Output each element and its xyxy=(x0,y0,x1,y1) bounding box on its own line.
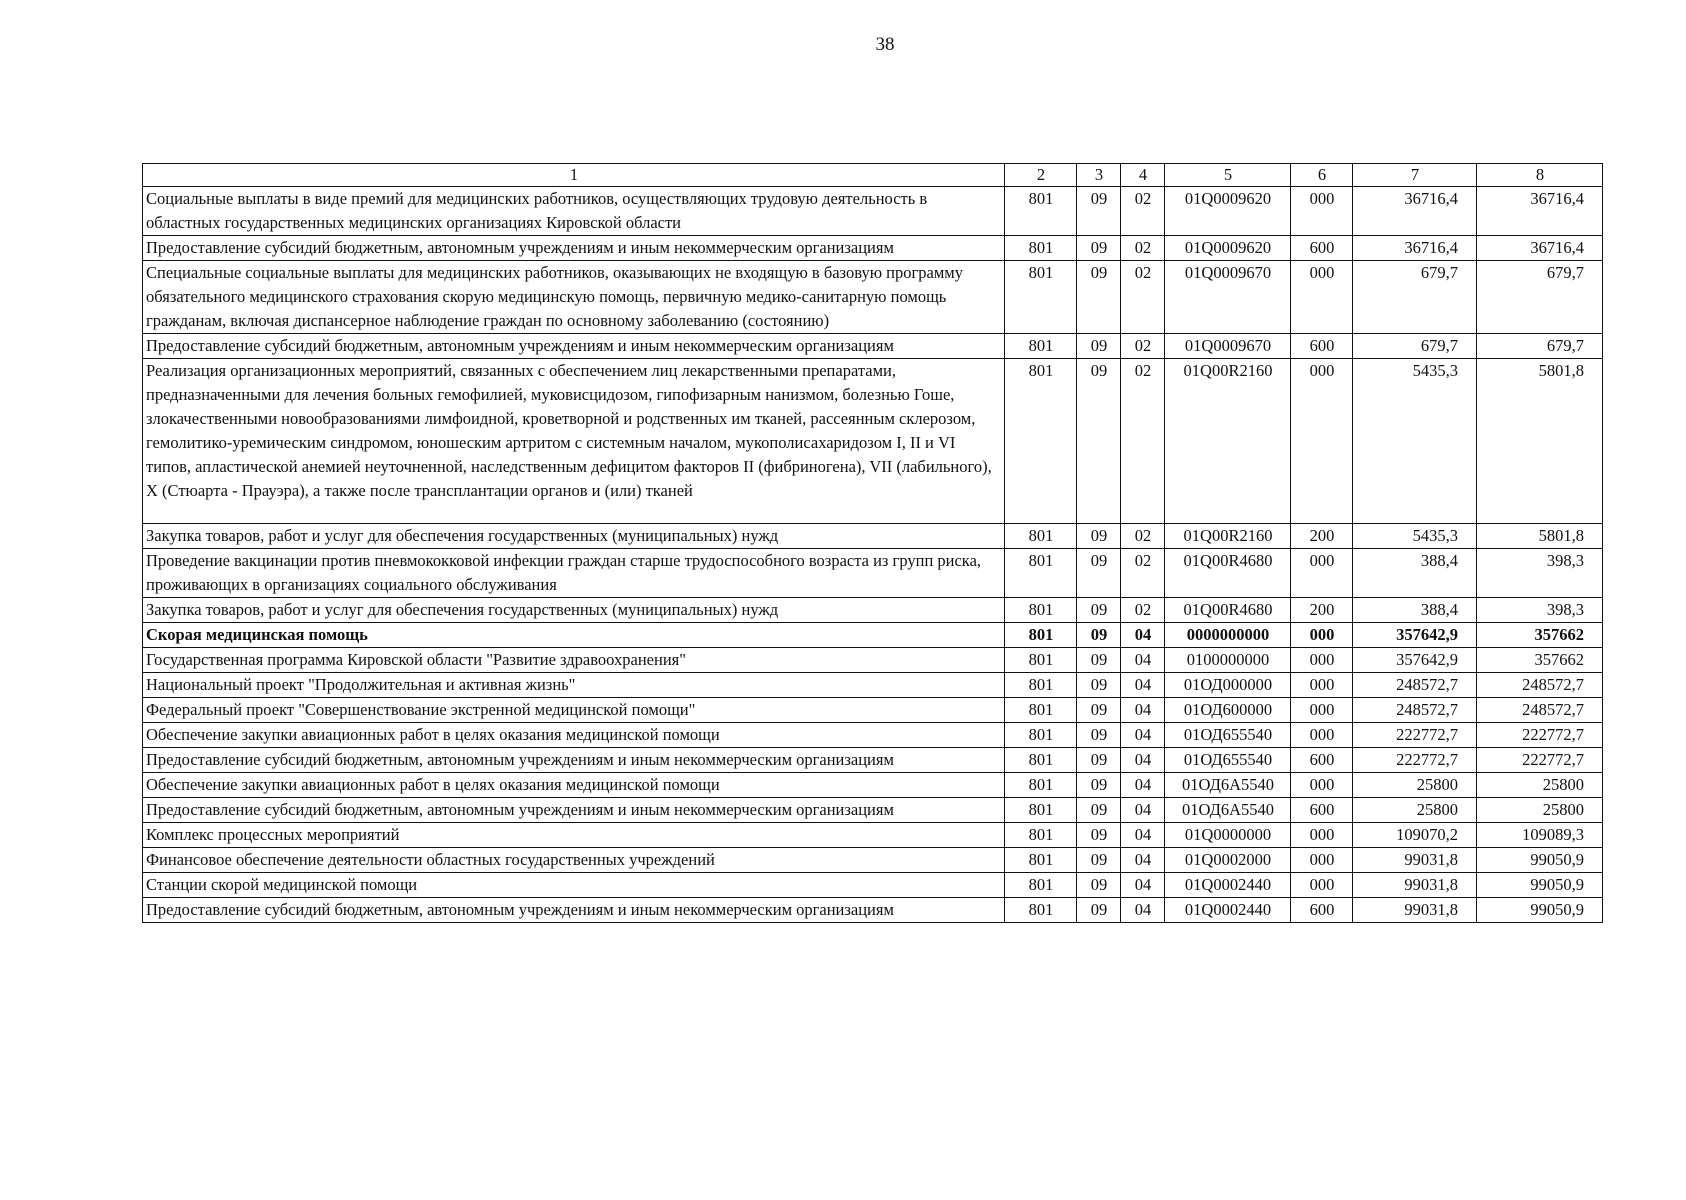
row-amount-col8: 109089,3 xyxy=(1477,823,1603,848)
row-target-article: 01ОД600000 xyxy=(1165,698,1291,723)
row-amount-col7: 25800 xyxy=(1353,798,1477,823)
row-subsection: 02 xyxy=(1121,261,1165,334)
row-name: Финансовое обеспечение деятельности областных государственных учреждений xyxy=(143,848,1005,873)
row-subsection: 04 xyxy=(1121,673,1165,698)
row-subsection: 02 xyxy=(1121,236,1165,261)
table-row xyxy=(143,623,1603,648)
row-amount-col7: 109070,2 xyxy=(1353,823,1477,848)
row-section: 09 xyxy=(1077,698,1121,723)
row-amount-col7: 388,4 xyxy=(1353,549,1477,598)
row-name: Закупка товаров, работ и услуг для обеспечения государственных (муниципальных) нужд xyxy=(143,598,1005,623)
row-amount-col8: 99050,9 xyxy=(1477,898,1603,923)
row-target-article: 01Q00R4680 xyxy=(1165,598,1291,623)
row-expense-type: 000 xyxy=(1291,359,1353,524)
row-name: Комплекс процессных мероприятий xyxy=(143,823,1005,848)
row-ministry-code: 801 xyxy=(1005,848,1077,873)
row-ministry-code: 801 xyxy=(1005,359,1077,524)
row-amount-col7: 99031,8 xyxy=(1353,848,1477,873)
row-amount-col7: 36716,4 xyxy=(1353,187,1477,236)
row-ministry-code: 801 xyxy=(1005,748,1077,773)
row-target-article: 01Q0002440 xyxy=(1165,898,1291,923)
row-expense-type: 600 xyxy=(1291,798,1353,823)
row-expense-type: 600 xyxy=(1291,748,1353,773)
row-expense-type: 000 xyxy=(1291,549,1353,598)
table-row xyxy=(143,359,1603,524)
table-row xyxy=(143,598,1603,623)
row-amount-col8: 357662 xyxy=(1477,623,1603,648)
row-target-article: 0000000000 xyxy=(1165,623,1291,648)
page-number: 38 xyxy=(875,34,895,55)
column-header: 2 xyxy=(1005,164,1077,187)
row-ministry-code: 801 xyxy=(1005,334,1077,359)
row-ministry-code: 801 xyxy=(1005,698,1077,723)
row-target-article: 01Q0009670 xyxy=(1165,334,1291,359)
row-subsection: 04 xyxy=(1121,623,1165,648)
row-name: Национальный проект "Продолжительная и активная жизнь" xyxy=(143,673,1005,698)
row-subsection: 04 xyxy=(1121,748,1165,773)
row-expense-type: 000 xyxy=(1291,261,1353,334)
row-amount-col7: 679,7 xyxy=(1353,334,1477,359)
row-amount-col8: 36716,4 xyxy=(1477,236,1603,261)
row-expense-type: 200 xyxy=(1291,598,1353,623)
row-amount-col7: 99031,8 xyxy=(1353,873,1477,898)
row-amount-col7: 222772,7 xyxy=(1353,748,1477,773)
row-ministry-code: 801 xyxy=(1005,798,1077,823)
row-amount-col8: 679,7 xyxy=(1477,261,1603,334)
column-header: 7 xyxy=(1353,164,1477,187)
row-name: Предоставление субсидий бюджетным, автономным учреждениям и иным некоммерческим организациям xyxy=(143,334,1005,359)
row-section: 09 xyxy=(1077,598,1121,623)
row-target-article: 01Q0009620 xyxy=(1165,236,1291,261)
row-expense-type: 000 xyxy=(1291,873,1353,898)
row-amount-col8: 36716,4 xyxy=(1477,187,1603,236)
row-amount-col8: 398,3 xyxy=(1477,598,1603,623)
row-subsection: 04 xyxy=(1121,873,1165,898)
table-row xyxy=(143,723,1603,748)
row-ministry-code: 801 xyxy=(1005,187,1077,236)
row-amount-col8: 357662 xyxy=(1477,648,1603,673)
row-section: 09 xyxy=(1077,187,1121,236)
row-section: 09 xyxy=(1077,236,1121,261)
row-name: Социальные выплаты в виде премий для медицинских работников, осуществляющих трудовую деятельность в областных государственных медицинских организациях Кировской области xyxy=(143,187,1005,236)
table-row xyxy=(143,236,1603,261)
row-amount-col7: 357642,9 xyxy=(1353,648,1477,673)
row-subsection: 02 xyxy=(1121,187,1165,236)
row-amount-col7: 248572,7 xyxy=(1353,698,1477,723)
row-section: 09 xyxy=(1077,798,1121,823)
row-target-article: 01Q0002000 xyxy=(1165,848,1291,873)
row-ministry-code: 801 xyxy=(1005,524,1077,549)
row-subsection: 04 xyxy=(1121,898,1165,923)
column-header: 8 xyxy=(1477,164,1603,187)
row-expense-type: 200 xyxy=(1291,524,1353,549)
row-amount-col8: 25800 xyxy=(1477,773,1603,798)
table-row xyxy=(143,334,1603,359)
row-subsection: 04 xyxy=(1121,723,1165,748)
row-section: 09 xyxy=(1077,648,1121,673)
row-name: Обеспечение закупки авиационных работ в целях оказания медицинской помощи xyxy=(143,773,1005,798)
row-section: 09 xyxy=(1077,823,1121,848)
row-expense-type: 000 xyxy=(1291,823,1353,848)
row-amount-col7: 99031,8 xyxy=(1353,898,1477,923)
row-amount-col8: 679,7 xyxy=(1477,334,1603,359)
row-subsection: 04 xyxy=(1121,698,1165,723)
row-ministry-code: 801 xyxy=(1005,673,1077,698)
row-target-article: 01Q0002440 xyxy=(1165,873,1291,898)
row-amount-col7: 222772,7 xyxy=(1353,723,1477,748)
row-target-article: 01ОД000000 xyxy=(1165,673,1291,698)
row-amount-col7: 388,4 xyxy=(1353,598,1477,623)
row-amount-col8: 25800 xyxy=(1477,798,1603,823)
row-section: 09 xyxy=(1077,334,1121,359)
row-amount-col7: 679,7 xyxy=(1353,261,1477,334)
table-row xyxy=(143,261,1603,334)
row-section: 09 xyxy=(1077,673,1121,698)
column-header: 6 xyxy=(1291,164,1353,187)
row-section: 09 xyxy=(1077,549,1121,598)
table-row xyxy=(143,823,1603,848)
row-subsection: 02 xyxy=(1121,598,1165,623)
row-section: 09 xyxy=(1077,773,1121,798)
row-section: 09 xyxy=(1077,359,1121,524)
row-amount-col7: 5435,3 xyxy=(1353,524,1477,549)
row-subsection: 04 xyxy=(1121,848,1165,873)
row-name: Реализация организационных мероприятий, связанных с обеспечением лиц лекарственными препаратами, предназначенными для лечения больных гемофилией, муковисцидозом, гипофизарным нанизмом, болезнью Гоше, злокачественными новообразованиями лимфоидной, кроветворной и родственных им тканей, рассеянным склерозом, гемолитико-уремическим синдромом, юношеским артритом с системным началом, мукополисахаридозом I, II и VI типов, апластической анемией неуточненной, наследственным дефицитом факторов II (фибриногена), VII (лабильного), X (Стюарта - Прауэра), а также после трансплантации органов и (или) тканей xyxy=(143,359,1005,524)
row-target-article: 01ОД6А5540 xyxy=(1165,798,1291,823)
row-target-article: 01ОД655540 xyxy=(1165,748,1291,773)
row-section: 09 xyxy=(1077,261,1121,334)
row-expense-type: 600 xyxy=(1291,334,1353,359)
row-name: Предоставление субсидий бюджетным, автономным учреждениям и иным некоммерческим организациям xyxy=(143,798,1005,823)
row-expense-type: 000 xyxy=(1291,848,1353,873)
row-section: 09 xyxy=(1077,898,1121,923)
row-expense-type: 000 xyxy=(1291,623,1353,648)
row-ministry-code: 801 xyxy=(1005,898,1077,923)
column-header: 5 xyxy=(1165,164,1291,187)
row-name: Станции скорой медицинской помощи xyxy=(143,873,1005,898)
row-name: Обеспечение закупки авиационных работ в целях оказания медицинской помощи xyxy=(143,723,1005,748)
row-subsection: 04 xyxy=(1121,773,1165,798)
row-amount-col8: 398,3 xyxy=(1477,549,1603,598)
row-target-article: 01Q0000000 xyxy=(1165,823,1291,848)
column-header: 3 xyxy=(1077,164,1121,187)
row-amount-col7: 25800 xyxy=(1353,773,1477,798)
row-name: Предоставление субсидий бюджетным, автономным учреждениям и иным некоммерческим организациям xyxy=(143,748,1005,773)
table-row xyxy=(143,549,1603,598)
row-expense-type: 000 xyxy=(1291,187,1353,236)
header-row xyxy=(143,164,1603,187)
row-subsection: 04 xyxy=(1121,798,1165,823)
row-amount-col8: 99050,9 xyxy=(1477,848,1603,873)
row-ministry-code: 801 xyxy=(1005,873,1077,898)
column-header: 1 xyxy=(143,164,1005,187)
row-name: Специальные социальные выплаты для медицинских работников, оказывающих не входящую в базовую программу обязательного медицинского страхования скорую медицинскую помощь, первичную медико-санитарную помощь гражданам, включая диспансерное наблюдение граждан по основному заболеванию (состоянию) xyxy=(143,261,1005,334)
row-target-article: 01Q0009620 xyxy=(1165,187,1291,236)
row-subsection: 04 xyxy=(1121,823,1165,848)
row-amount-col8: 99050,9 xyxy=(1477,873,1603,898)
row-ministry-code: 801 xyxy=(1005,773,1077,798)
row-expense-type: 000 xyxy=(1291,673,1353,698)
row-section: 09 xyxy=(1077,748,1121,773)
row-subsection: 04 xyxy=(1121,648,1165,673)
row-target-article: 01ОД655540 xyxy=(1165,723,1291,748)
table-row xyxy=(143,648,1603,673)
row-section: 09 xyxy=(1077,723,1121,748)
row-subsection: 02 xyxy=(1121,524,1165,549)
row-target-article: 01ОД6А5540 xyxy=(1165,773,1291,798)
row-name: Закупка товаров, работ и услуг для обеспечения государственных (муниципальных) нужд xyxy=(143,524,1005,549)
row-amount-col7: 5435,3 xyxy=(1353,359,1477,524)
table-row xyxy=(143,798,1603,823)
row-name: Проведение вакцинации против пневмококковой инфекции граждан старше трудоспособного возраста из групп риска, проживающих в организациях социального обслуживания xyxy=(143,549,1005,598)
table-row xyxy=(143,848,1603,873)
row-expense-type: 600 xyxy=(1291,236,1353,261)
row-name: Федеральный проект "Совершенствование экстренной медицинской помощи" xyxy=(143,698,1005,723)
row-expense-type: 000 xyxy=(1291,723,1353,748)
row-subsection: 02 xyxy=(1121,359,1165,524)
column-header: 4 xyxy=(1121,164,1165,187)
table-row xyxy=(143,698,1603,723)
row-expense-type: 000 xyxy=(1291,773,1353,798)
row-amount-col8: 5801,8 xyxy=(1477,359,1603,524)
table-row xyxy=(143,187,1603,236)
row-subsection: 02 xyxy=(1121,334,1165,359)
table-row xyxy=(143,748,1603,773)
row-amount-col7: 248572,7 xyxy=(1353,673,1477,698)
row-name: Скорая медицинская помощь xyxy=(143,623,1005,648)
row-ministry-code: 801 xyxy=(1005,623,1077,648)
row-section: 09 xyxy=(1077,873,1121,898)
row-target-article: 01Q00R4680 xyxy=(1165,549,1291,598)
row-ministry-code: 801 xyxy=(1005,549,1077,598)
row-section: 09 xyxy=(1077,524,1121,549)
row-amount-col8: 222772,7 xyxy=(1477,723,1603,748)
table-row xyxy=(143,773,1603,798)
table-row xyxy=(143,873,1603,898)
row-amount-col8: 248572,7 xyxy=(1477,698,1603,723)
row-ministry-code: 801 xyxy=(1005,723,1077,748)
row-expense-type: 000 xyxy=(1291,698,1353,723)
row-target-article: 01Q0009670 xyxy=(1165,261,1291,334)
row-name: Предоставление субсидий бюджетным, автономным учреждениям и иным некоммерческим организациям xyxy=(143,236,1005,261)
row-amount-col8: 222772,7 xyxy=(1477,748,1603,773)
table-row xyxy=(143,524,1603,549)
row-subsection: 02 xyxy=(1121,549,1165,598)
row-name: Предоставление субсидий бюджетным, автономным учреждениям и иным некоммерческим организациям xyxy=(143,898,1005,923)
table-row xyxy=(143,673,1603,698)
row-amount-col7: 36716,4 xyxy=(1353,236,1477,261)
row-target-article: 0100000000 xyxy=(1165,648,1291,673)
row-section: 09 xyxy=(1077,623,1121,648)
row-amount-col8: 248572,7 xyxy=(1477,673,1603,698)
budget-table xyxy=(142,163,1603,923)
row-ministry-code: 801 xyxy=(1005,236,1077,261)
row-amount-col8: 5801,8 xyxy=(1477,524,1603,549)
row-ministry-code: 801 xyxy=(1005,598,1077,623)
table-row xyxy=(143,898,1603,923)
row-section: 09 xyxy=(1077,848,1121,873)
row-ministry-code: 801 xyxy=(1005,261,1077,334)
row-target-article: 01Q00R2160 xyxy=(1165,359,1291,524)
row-amount-col7: 357642,9 xyxy=(1353,623,1477,648)
row-expense-type: 000 xyxy=(1291,648,1353,673)
row-expense-type: 600 xyxy=(1291,898,1353,923)
row-ministry-code: 801 xyxy=(1005,648,1077,673)
row-name: Государственная программа Кировской области "Развитие здравоохранения" xyxy=(143,648,1005,673)
row-target-article: 01Q00R2160 xyxy=(1165,524,1291,549)
row-ministry-code: 801 xyxy=(1005,823,1077,848)
